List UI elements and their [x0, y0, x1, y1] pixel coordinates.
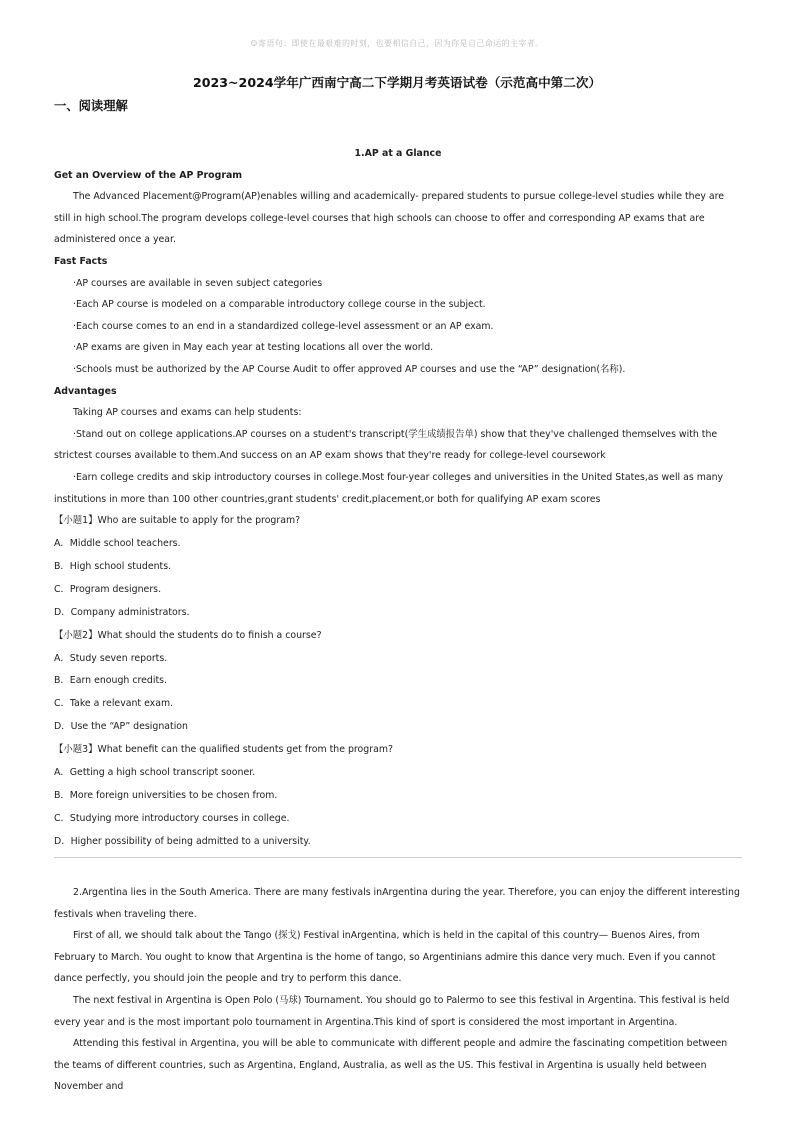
subheading-fast-facts: Fast Facts	[54, 255, 108, 267]
passage-2-paragraph: Attending this festival in Argentina, you will be able to communicate with different people and admire the fascinating competition between the teams of different countries, such as Argentina, England, Australia, as well as the US. This festival in Argentina is usually held between November and	[54, 1038, 728, 1093]
paragraph-advantages-intro: Taking AP courses and exams can help students:	[73, 407, 302, 419]
question-stem: 【小题1】Who are suitable to apply for the program?	[54, 515, 301, 527]
answer-option: D．Use the “AP” designation	[54, 721, 188, 733]
answer-option: C．Take a relevant exam.	[54, 698, 174, 710]
passage-2-paragraph: First of all, we should talk about the Tango (探戈) Festival inArgentina, which is held in the capital of this country— Buenos Aires, from February to March. You ought to know that Argentina is the home of tango, so Argentinians admire this dance very much. Even if you cannot dance perfectly, you should join the people and try to perform this dance.	[54, 930, 716, 985]
passage-2	[54, 882, 742, 1098]
question-stem: 【小题2】What should the students do to finish a course?	[54, 629, 322, 641]
answer-option: C．Program designers.	[54, 583, 162, 595]
paragraph-intro: The Advanced Placement@Program(AP)enables willing and academically- prepared students to pursue college-level studies while they are still in high school.The program develops college-level courses that high schools can choose to offer and corresponding AP exams that are administered once a year.	[54, 191, 725, 246]
passage-2-paragraph: The next festival in Argentina is Open Polo (马球) Tournament. You should go to Palermo to see this festival in Argentina. This festival is held every year and is the most important polo tournament in Argentina.This kind of sport is considered the most important in Argentina.	[54, 994, 730, 1028]
fact-item: ·AP exams are given in May each year at testing locations all over the world.	[73, 342, 434, 354]
section-heading: 一、阅读理解	[54, 98, 128, 113]
watermark-motto: ☺寄语句：即使在最艰难的时刻，也要相信自己，因为你是自己命运的主宰者。	[250, 39, 544, 48]
fact-item: ·Each course comes to an end in a standardized college-level assessment or an AP exam.	[73, 320, 494, 332]
fact-item: ·AP courses are available in seven subject categories	[73, 277, 323, 289]
passage-1-heading: 1.AP at a Glance	[354, 148, 442, 159]
answer-option: C．Studying more introductory courses in college.	[54, 812, 290, 824]
passage-2-paragraph: 2.Argentina lies in the South America. There are many festivals inArgentina during the year. Therefore, you can enjoy the different interesting festivals when traveling there.	[54, 887, 740, 920]
subheading-overview: Get an Overview of the AP Program	[54, 169, 243, 181]
answer-option: A．Study seven reports.	[54, 652, 168, 664]
answer-option: A．Middle school teachers.	[54, 538, 181, 549]
answer-option: B．High school students.	[54, 560, 172, 572]
answer-option: B．Earn enough credits.	[54, 675, 168, 687]
advantage-item: ·Earn college credits and skip introductory courses in college.Most four-year colleges and universities in the United States,as well as many institutions in more than 100 other countries,grant students' credit,placement,or both for qualifying AP exam scores	[54, 471, 724, 505]
question-stem: 【小题3】What benefit can the qualified students get from the program?	[54, 744, 393, 756]
answer-option: D．Higher possibility of being admitted to a university.	[54, 835, 311, 847]
advantage-item: ·Stand out on college applications.AP courses on a student's transcript(学生成绩报告单) show that they've challenged themselves with the strictest courses available to them.And success on an AP exam shows that they're ready for college-level coursework	[54, 428, 718, 462]
answer-option: A．Getting a high school transcript sooner.	[54, 767, 256, 779]
fact-item: ·Schools must be authorized by the AP Course Audit to offer approved AP courses and use the “AP” designation(名称).	[73, 363, 626, 375]
subheading-advantages: Advantages	[54, 385, 117, 397]
passage-1	[54, 143, 742, 854]
answer-option: B．More foreign universities to be chosen from.	[54, 789, 278, 801]
page-title: 2023~2024学年广西南宁高二下学期月考英语试卷（示范高中第二次）	[192, 75, 602, 90]
fact-item: ·Each AP course is modeled on a comparable introductory college course in the subject.	[73, 299, 486, 311]
section-divider	[54, 857, 742, 858]
answer-option: D．Company administrators.	[54, 606, 190, 618]
